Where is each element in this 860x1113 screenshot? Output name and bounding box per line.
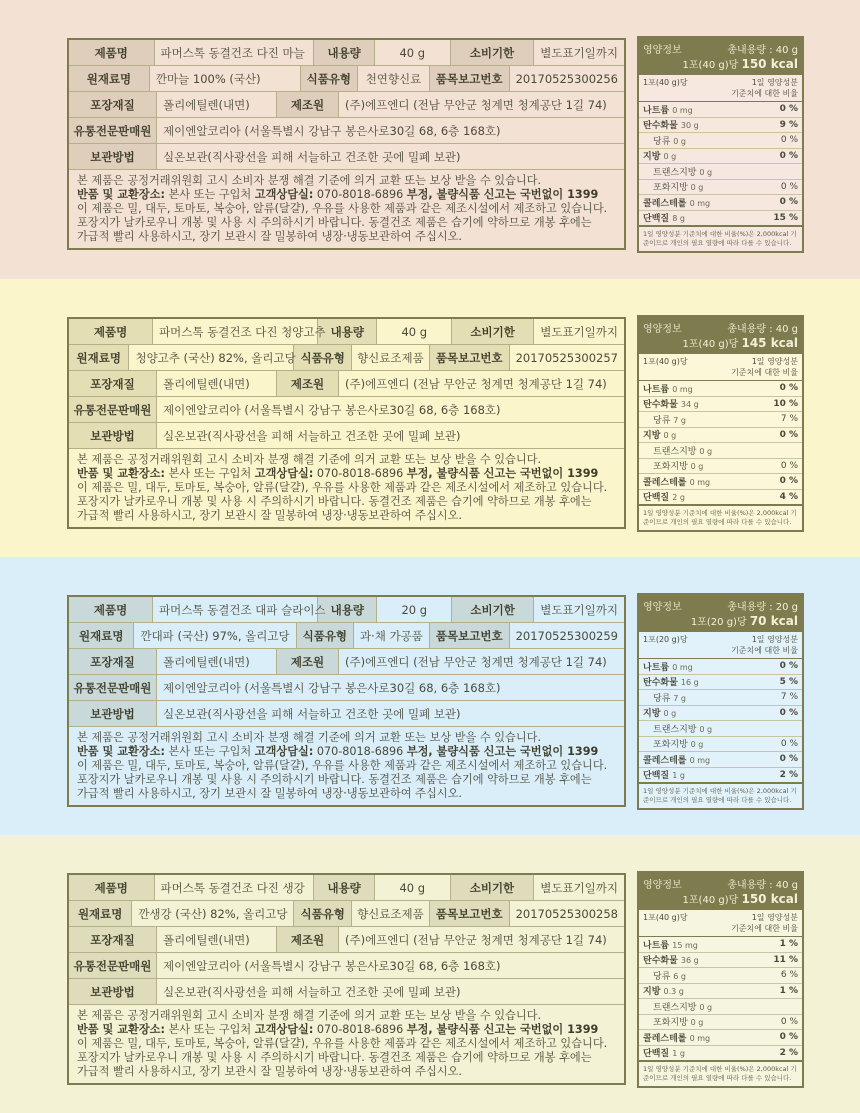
nutrition-facts-panel [637,593,804,810]
label-packaging: 포장재질 [69,927,157,952]
ingredients-value: 깐대파 (국산) 97%, 올리고당 [134,623,296,648]
label-storage: 보관방법 [69,701,157,726]
packaging-value: 폴리에틸렌(내면) [157,649,277,674]
notice-line: 반품 및 교환장소: 본사 또는 구입처 고객상담실: 070-8018-6896 부정, 불량식품 신고는 국번없이 1399 [77,467,599,480]
notice-line: 반품 및 교환장소: 본사 또는 구입처 고객상담실: 070-8018-6896 부정, 불량식품 신고는 국번없이 1399 [77,1023,599,1036]
notice-line: 이 제품은 밀, 대두, 토마토, 복숭아, 알류(달걀), 우유를 사용한 제품과 같은 제조시설에서 제조하고 있습니다. [77,1037,608,1050]
nutrient-row-protein: 단백질 2 g 4 % [639,490,802,507]
nutrient-row-sat-fat: 포화지방 0 g 0 % [639,180,802,196]
nutrient-row-fat: 지방 0 g 0 % [639,428,802,444]
label-food-type: 식품유형 [294,345,351,370]
label-food-type: 식품유형 [301,66,358,91]
nutrient-row-trans-fat: 트랜스지방 0 g [639,999,802,1015]
packaging-value: 폴리에틸렌(내면) [157,927,277,952]
capacity-value: 40 g [377,319,452,344]
nutrient-row-fat: 지방 0 g 0 % [639,706,802,722]
label-report-no: 품목보고번호 [430,66,510,91]
nutrient-row-sugar: 당류 7 g 7 % [639,690,802,706]
total-capacity: 총내용량 : 40 g [727,880,798,891]
nutrition-header [639,317,802,354]
food-type-value: 과·채 가공품 [354,623,430,648]
notice-line: 가급적 빨리 사용하시고, 장기 보관시 잘 밀봉하여 냉장·냉동보관하여 주십시오. [77,787,462,800]
nutrition-subheader: 1포(40 g)당 1일 영양성분 기준치에 대한 비율 [639,910,802,937]
label-packaging: 포장재질 [69,649,157,674]
packaging-value: 폴리에틸렌(내면) [157,371,277,396]
ingredients-value: 청양고추 (국산) 82%, 올리고당 [129,345,294,370]
nutrient-row-sugar: 당류 0 g 0 % [639,133,802,149]
label-report-no: 품목보고번호 [430,345,510,370]
nutrition-title: 영양정보 [643,602,682,613]
nutrition-title: 영양정보 [643,324,682,335]
label-ingredients: 원재료명 [69,623,134,648]
serving-size: 1포(40 g)당 [643,78,688,87]
nutrition-title: 영양정보 [643,45,682,56]
label-distributor: 유통전문판매원 [69,953,157,978]
manufacturer-value: (주)에프엔디 (전남 무안군 청계면 청계공단 1길 74) [345,376,607,391]
report-no-value: 20170525300257 [515,350,618,365]
nutrient-row-sodium: 나트륨 0 mg 0 % [639,381,802,397]
nutrient-row-cholesterol: 콜레스테롤 0 mg 0 % [639,195,802,211]
notice-text [69,170,624,248]
label-ingredients: 원재료명 [69,901,132,926]
label-expiry: 소비기한 [451,875,535,900]
nutrient-row-sugar: 당류 7 g 7 % [639,412,802,428]
label-report-no: 품목보고번호 [430,901,510,926]
label-food-type: 식품유형 [297,623,354,648]
notice-text [69,727,624,805]
nutrient-row-sodium: 나트륨 0 mg 0 % [639,659,802,675]
label-expiry: 소비기한 [452,597,534,622]
label-ingredients: 원재료명 [69,345,129,370]
nutrient-row-trans-fat: 트랜스지방 0 g [639,721,802,737]
product-label-section [0,835,860,1113]
report-no-value: 20170525300258 [515,906,618,921]
notice-line: 포장지가 날카로우니 개봉 및 사용 시 주의하시기 바랍니다. 동결건조 제품은 습기에 약하므로 개봉 후에는 [77,1051,592,1064]
notice-line: 반품 및 교환장소: 본사 또는 구입처 고객상담실: 070-8018-6896 부정, 불량식품 신고는 국번없이 1399 [77,745,599,758]
storage-value: 실온보관(직사광선을 피해 서늘하고 건조한 곳에 밀폐 보관) [163,149,461,164]
food-type-value: 향신료조제품 [352,901,430,926]
packaging-value: 폴리에틸렌(내면) [157,92,277,117]
notice-line: 가급적 빨리 사용하시고, 장기 보관시 잘 밀봉하여 냉장·냉동보관하여 주십시오. [77,509,462,522]
notice-line: 본 제품은 공정거래위원회 고시 소비자 분쟁 해결 기준에 의거 교환 또는 보상 받을 수 있습니다. [77,731,542,744]
label-packaging: 포장재질 [69,371,157,396]
notice-line: 본 제품은 공정거래위원회 고시 소비자 분쟁 해결 기준에 의거 교환 또는 보상 받을 수 있습니다. [77,1009,542,1022]
nutrition-facts-panel [637,315,804,532]
label-distributor: 유통전문판매원 [69,397,157,422]
label-storage: 보관방법 [69,979,157,1004]
notice-line: 가급적 빨리 사용하시고, 장기 보관시 잘 밀봉하여 냉장·냉동보관하여 주십시오. [77,230,462,243]
label-distributor: 유통전문판매원 [69,675,157,700]
product-label-section [0,557,860,835]
notice-text [69,449,624,527]
nutrition-footnote: 1일 영양성분 기준치에 대한 비율(%)은 2,000kcal 기준이므로 개인의 필요 열량에 따라 다를 수 있습니다. [643,787,797,804]
storage-value: 실온보관(직사광선을 피해 서늘하고 건조한 곳에 밀폐 보관) [163,984,461,999]
label-product-name: 제품명 [69,875,155,900]
nutrition-footnote: 1일 영양성분 기준치에 대한 비율(%)은 2,000kcal 기준이므로 개인의 필요 열량에 따라 다를 수 있습니다. [643,1065,797,1082]
expiry-value: 별도표기일까지 [540,602,618,617]
notice-line: 반품 및 교환장소: 본사 또는 구입처 고객상담실: 070-8018-6896 부정, 불량식품 신고는 국번없이 1399 [77,188,599,201]
product-name: 파머스톡 동결건조 다진 마늘 [155,40,315,65]
nutrient-row-carb: 탄수화물 30 g 9 % [639,118,802,134]
nutrient-row-carb: 탄수화물 34 g 10 % [639,397,802,413]
distributor-value: 제이엔알코리아 (서울특별시 강남구 봉은사로30길 68, 6층 168호) [163,958,501,973]
notice-line: 본 제품은 공정거래위원회 고시 소비자 분쟁 해결 기준에 의거 교환 또는 보상 받을 수 있습니다. [77,174,542,187]
kcal-value: 70 kcal [749,614,798,628]
label-expiry: 소비기한 [452,319,534,344]
nutrition-facts-panel [637,36,804,253]
nutrient-row-sat-fat: 포화지방 0 g 0 % [639,1015,802,1031]
label-food-type: 식품유형 [294,901,351,926]
notice-text [69,1005,624,1083]
label-capacity: 내용량 [318,597,377,622]
nutrition-header [639,873,802,910]
total-capacity: 총내용량 : 40 g [727,45,798,56]
product-info-table [67,873,626,1085]
product-name: 파머스톡 동결건조 대파 슬라이스 [153,597,318,622]
kcal-value: 150 kcal [741,892,798,906]
capacity-value: 40 g [375,40,451,65]
notice-line: 이 제품은 밀, 대두, 토마토, 복숭아, 알류(달걀), 우유를 사용한 제품과 같은 제조시설에서 제조하고 있습니다. [77,481,608,494]
nutrition-footnote: 1일 영양성분 기준치에 대한 비율(%)은 2,000kcal 기준이므로 개인의 필요 열량에 따라 다를 수 있습니다. [643,230,797,247]
product-name: 파머스톡 동결건조 다진 청양고추 [153,319,318,344]
label-capacity: 내용량 [314,875,374,900]
manufacturer-value: (주)에프엔디 (전남 무안군 청계면 청계공단 1길 74) [345,97,607,112]
product-info-table [67,38,626,250]
storage-value: 실온보관(직사광선을 피해 서늘하고 건조한 곳에 밀폐 보관) [163,428,461,443]
nutrient-row-sodium: 나트륨 0 mg 0 % [639,102,802,118]
label-storage: 보관방법 [69,144,157,169]
expiry-value: 별도표기일까지 [540,45,619,60]
product-label-section [0,0,860,279]
expiry-value: 별도표기일까지 [540,324,618,339]
per-serving: 1포(40 g)당 [682,60,739,71]
nutrient-row-sat-fat: 포화지방 0 g 0 % [639,459,802,475]
nutrient-row-protein: 단백질 8 g 15 % [639,211,802,228]
nutrient-row-carb: 탄수화물 16 g 5 % [639,675,802,691]
notice-line: 본 제품은 공정거래위원회 고시 소비자 분쟁 해결 기준에 의거 교환 또는 보상 받을 수 있습니다. [77,453,542,466]
report-no-value: 20170525300259 [515,628,618,643]
nutrition-subheader: 1포(20 g)당 1일 영양성분 기준치에 대한 비율 [639,632,802,659]
product-info-table [67,595,626,807]
capacity-value: 20 g [377,597,452,622]
nutrition-facts-panel [637,871,804,1088]
nutrient-row-cholesterol: 콜레스테롤 0 mg 0 % [639,752,802,768]
storage-value: 실온보관(직사광선을 피해 서늘하고 건조한 곳에 밀폐 보관) [163,706,461,721]
nutrient-row-fat: 지방 0.3 g 1 % [639,984,802,1000]
nutrient-row-trans-fat: 트랜스지방 0 g [639,164,802,180]
nutrient-row-cholesterol: 콜레스테롤 0 mg 0 % [639,474,802,490]
serving-size: 1포(40 g)당 [643,913,688,922]
nutrition-title: 영양정보 [643,880,682,891]
serving-size: 1포(40 g)당 [643,357,688,366]
label-report-no: 품목보고번호 [430,623,510,648]
serving-size: 1포(20 g)당 [643,635,688,644]
nutrient-row-cholesterol: 콜레스테롤 0 mg 0 % [639,1030,802,1046]
label-storage: 보관방법 [69,423,157,448]
nutrient-row-carb: 탄수화물 36 g 11 % [639,953,802,969]
label-manufacturer: 제조원 [277,649,339,674]
label-distributor: 유통전문판매원 [69,118,157,143]
food-type-value: 향신료조제품 [352,345,430,370]
label-manufacturer: 제조원 [277,927,339,952]
nutrition-footnote: 1일 영양성분 기준치에 대한 비율(%)은 2,000kcal 기준이므로 개인의 필요 열량에 따라 다를 수 있습니다. [643,509,797,526]
distributor-value: 제이엔알코리아 (서울특별시 강남구 봉은사로30길 68, 6층 168호) [163,680,501,695]
notice-line: 포장지가 날카로우니 개봉 및 사용 시 주의하시기 바랍니다. 동결건조 제품은 습기에 약하므로 개봉 후에는 [77,216,592,229]
kcal-value: 150 kcal [741,57,798,71]
label-manufacturer: 제조원 [277,92,339,117]
total-capacity: 총내용량 : 20 g [727,602,798,613]
manufacturer-value: (주)에프엔디 (전남 무안군 청계면 청계공단 1길 74) [345,654,607,669]
capacity-value: 40 g [375,875,451,900]
report-no-value: 20170525300256 [515,71,618,86]
label-product-name: 제품명 [69,319,153,344]
ingredients-value: 깐생강 (국산) 82%, 올리고당 [132,901,294,926]
notice-line: 포장지가 날카로우니 개봉 및 사용 시 주의하시기 바랍니다. 동결건조 제품은 습기에 약하므로 개봉 후에는 [77,495,592,508]
expiry-value: 별도표기일까지 [540,880,619,895]
per-serving: 1포(20 g)당 [690,617,747,628]
ingredients-value: 깐마늘 100% (국산) [150,66,301,91]
notice-line: 이 제품은 밀, 대두, 토마토, 복숭아, 알류(달걀), 우유를 사용한 제품과 같은 제조시설에서 제조하고 있습니다. [77,202,608,215]
label-capacity: 내용량 [318,319,377,344]
total-capacity: 총내용량 : 40 g [727,324,798,335]
notice-line: 가급적 빨리 사용하시고, 장기 보관시 잘 밀봉하여 냉장·냉동보관하여 주십시오. [77,1065,462,1078]
nutrition-subheader: 1포(40 g)당 1일 영양성분 기준치에 대한 비율 [639,75,802,102]
label-product-name: 제품명 [69,40,155,65]
label-manufacturer: 제조원 [277,371,339,396]
distributor-value: 제이엔알코리아 (서울특별시 강남구 봉은사로30길 68, 6층 168호) [163,123,501,138]
nutrition-subheader: 1포(40 g)당 1일 영양성분 기준치에 대한 비율 [639,354,802,381]
nutrient-row-protein: 단백질 1 g 2 % [639,768,802,785]
nutrition-header [639,38,802,75]
kcal-value: 145 kcal [741,336,798,350]
nutrient-row-sodium: 나트륨 15 mg 1 % [639,937,802,953]
manufacturer-value: (주)에프엔디 (전남 무안군 청계면 청계공단 1길 74) [345,932,607,947]
nutrient-row-sugar: 당류 6 g 6 % [639,968,802,984]
nutrient-row-protein: 단백질 1 g 2 % [639,1046,802,1063]
label-expiry: 소비기한 [451,40,535,65]
notice-line: 이 제품은 밀, 대두, 토마토, 복숭아, 알류(달걀), 우유를 사용한 제품과 같은 제조시설에서 제조하고 있습니다. [77,759,608,772]
product-name: 파머스톡 동결건조 다진 생강 [155,875,315,900]
product-label-section [0,279,860,557]
label-ingredients: 원재료명 [69,66,150,91]
nutrition-header [639,595,802,632]
nutrient-row-sat-fat: 포화지방 0 g 0 % [639,737,802,753]
per-serving: 1포(40 g)당 [682,895,739,906]
label-product-name: 제품명 [69,597,153,622]
label-packaging: 포장재질 [69,92,157,117]
nutrient-row-trans-fat: 트랜스지방 0 g [639,443,802,459]
notice-line: 포장지가 날카로우니 개봉 및 사용 시 주의하시기 바랍니다. 동결건조 제품은 습기에 약하므로 개봉 후에는 [77,773,592,786]
nutrient-row-fat: 지방 0 g 0 % [639,149,802,165]
food-type-value: 천연향신료 [358,66,430,91]
label-capacity: 내용량 [314,40,374,65]
product-info-table [67,317,626,529]
per-serving: 1포(40 g)당 [682,339,739,350]
distributor-value: 제이엔알코리아 (서울특별시 강남구 봉은사로30길 68, 6층 168호) [163,402,501,417]
